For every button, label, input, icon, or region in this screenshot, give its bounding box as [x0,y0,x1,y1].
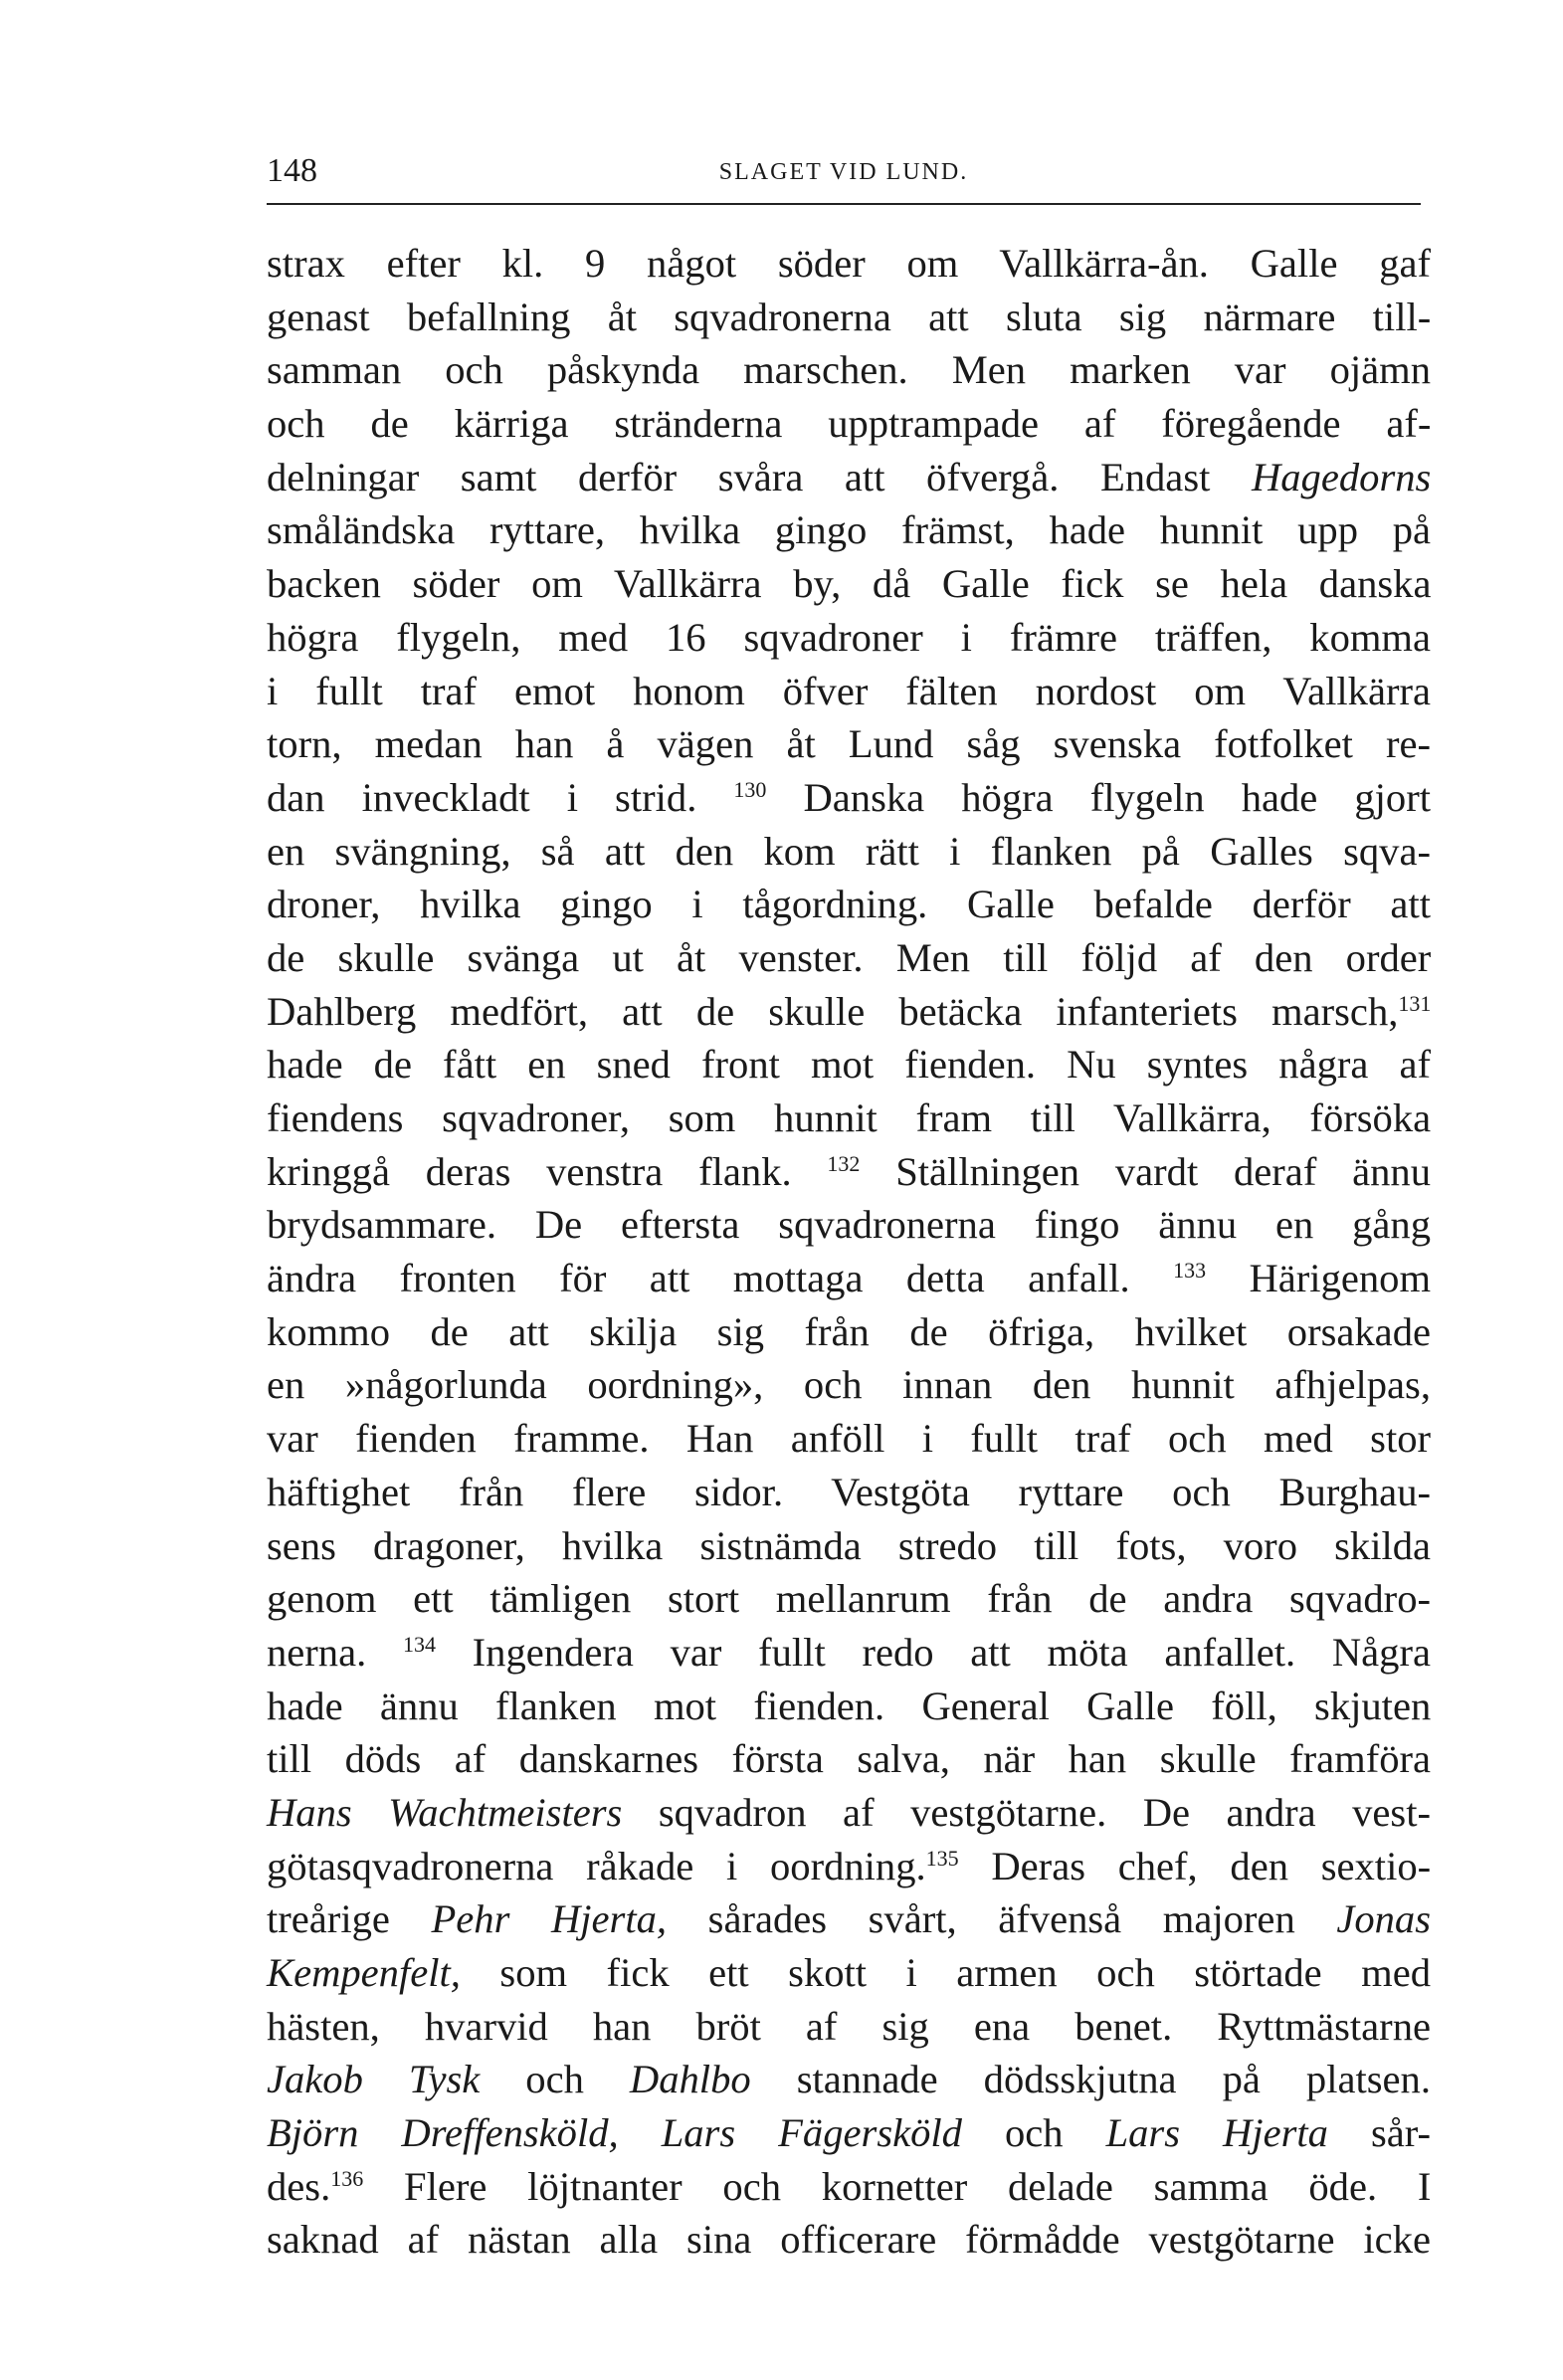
text-line [267,291,1431,344]
text-line [267,1412,1431,1466]
text-segment: och de kärriga stränderna upptrampade af föregående af- [267,401,1432,447]
text-line [267,1466,1431,1519]
italic-name: Hagedorns [1251,454,1432,499]
header-rule [267,203,1421,205]
text-segment: sqvadron af vestgötarne. De andra vest- [622,1789,1431,1835]
running-title: SLAGET VID LUND. [718,159,969,185]
text-segment: strax efter kl. 9 något söder om Vallkärra-ån. Galle gaf [267,241,1432,286]
text-line [267,771,1431,825]
text-line [267,2053,1431,2106]
footnote-reference: 135 [925,1845,959,1871]
text-line [267,1732,1431,1786]
running-head [267,151,1421,191]
text-line [267,1358,1431,1412]
text-segment: hästen, hvarvid han bröt af sig ena benet. Ryttmästarne [267,2003,1431,2049]
text-segment: genom ett tämligen stort mellanrum från de andra sqvadro- [267,1576,1431,1622]
italic-name: Lars Fägersköld [661,2110,962,2156]
footnote-reference: 130 [733,776,767,802]
italic-name: Kempenfelt, [267,1950,461,1995]
text-segment: samman och påskynda marschen. Men marken var ojämn [267,347,1431,393]
text-line [267,451,1431,504]
text-segment: nerna. [267,1629,403,1675]
page-number: 148 [267,152,317,189]
footnote-reference: 133 [1173,1258,1207,1284]
text-segment: hade de fått en sned front mot fienden. Nu syntes några af [267,1042,1431,1088]
text-segment: sår- [1327,2110,1431,2156]
text-segment: Ställningen vardt deraf ännu [860,1148,1431,1194]
italic-name: Pehr Hjerta, [431,1896,668,1942]
text-line [267,1680,1431,1733]
italic-name: Lars Hjerta [1105,2110,1328,2156]
text-segment: sens dragoner, hvilka sistnämda stredo till fots, voro skilda [267,1522,1432,1568]
text-line [267,665,1431,718]
text-segment: Flere löjtnanter och kornetter delade samma öde. I [363,2163,1432,2209]
text-segment: brydsammare. De eftersta sqvadronerna fingo ännu en gång [267,1202,1432,1248]
italic-name: Dahlbo [629,2057,751,2102]
text-line [267,1840,1431,1893]
text-line [267,1091,1431,1145]
text-segment: treårige [267,1896,432,1942]
text-segment: de skulle svänga ut åt venster. Men till följd af den order [267,934,1432,980]
text-line [267,1519,1431,1573]
text-line [267,878,1431,931]
text-line [267,931,1431,985]
text-segment: hade ännu flanken mot fienden. General Galle föll, skjuten [267,1683,1432,1728]
text-segment: kommo de att skilja sig från de öfriga, hvilket orsakade [267,1308,1431,1354]
text-line [267,1892,1431,1946]
text-segment: som fick ett skott i armen och störtade med [460,1950,1432,1995]
text-line [267,1145,1431,1199]
text-segment: ändra fronten för att mottaga detta anfall. [267,1256,1174,1301]
italic-name: Björn Dreffensköld, [267,2110,619,2156]
text-segment: stannade dödsskjutna på platsen. [750,2057,1431,2102]
text-line [267,1626,1431,1680]
text-segment: delningar samt derför svåra att öfvergå. Endast [267,454,1252,499]
text-line [267,2000,1431,2054]
text-line [267,1305,1431,1359]
footnote-reference: 134 [402,1631,436,1657]
text-segment: en svängning, så att den kom rätt i flanken på Galles sqva- [267,828,1431,874]
text-line [267,611,1431,665]
text-segment: och [961,2110,1106,2156]
text-segment: torn, medan han å vägen åt Lund såg svenska fotfolket re- [267,721,1431,767]
text-line [267,397,1431,451]
text-segment: fiendens sqvadroner, som hunnit fram till Vallkärra, försöka [267,1095,1432,1140]
italic-name: Jakob Tysk [267,2057,481,2102]
text-segment: saknad af nästan alla sina officerare förmådde vestgötarne icke [267,2217,1431,2263]
text-line [267,343,1431,397]
text-line [267,985,1431,1039]
text-segment: des. [267,2163,331,2209]
text-line [267,2213,1431,2267]
footnote-reference: 131 [1398,990,1432,1016]
text-segment: i fullt traf emot honom öfver fälten nordost om Vallkärra [267,668,1431,713]
text-line [267,237,1431,291]
text-segment: kringgå deras venstra flank. [267,1148,828,1194]
text-line [267,503,1431,557]
text-line [267,717,1431,771]
text-line [267,1946,1431,2000]
text-segment: Dahlberg medfört, att de skulle betäcka infanteriets marsch, [267,988,1399,1034]
footnote-reference: 136 [330,2165,364,2191]
text-segment: till döds af danskarnes första salva, när han skulle framföra [267,1736,1432,1782]
italic-name: Jonas [1336,1896,1432,1942]
text-segment: genast befallning åt sqvadronerna att sluta sig närmare till- [267,294,1432,339]
text-segment: Deras chef, den sextio- [958,1843,1432,1888]
text-segment: högra flygeln, med 16 sqvadroner i främre träffen, komma [267,614,1431,660]
text-segment: och [480,2057,630,2102]
text-line [267,825,1431,879]
text-line [267,1786,1431,1840]
text-line [267,1252,1431,1305]
text-line [267,2106,1431,2160]
italic-name: Hans Wachtmeisters [267,1789,623,1835]
body-text [267,237,1431,2267]
text-line [267,1038,1431,1091]
text-segment [619,2110,662,2155]
text-line [267,557,1431,611]
text-line [267,1572,1431,1626]
footnote-reference: 132 [827,1150,861,1176]
text-segment: dan inveckladt i strid. [267,774,734,820]
text-line [267,1198,1431,1252]
text-segment: var fienden framme. Han anföll i fullt traf och med stor [267,1416,1432,1462]
text-segment: häftighet från flere sidor. Vestgöta ryttare och Burghau- [267,1469,1431,1514]
text-segment: en »någorlunda oordning», och innan den hunnit afhjelpas, [267,1362,1431,1408]
text-segment: Danska högra flygeln hade gjort [766,774,1431,820]
text-segment: sårades svårt, äfvenså majoren [667,1896,1337,1942]
text-segment: droner, hvilka gingo i tågordning. Galle befalde derför att [267,882,1431,927]
text-segment: småländska ryttare, hvilka gingo främst, hade hunnit upp på [267,507,1431,553]
text-segment: Härigenom [1206,1256,1432,1301]
text-segment: Ingendera var fullt redo att möta anfallet. Några [435,1629,1431,1675]
text-segment: götasqvadronerna råkade i oordning. [267,1843,926,1888]
text-line [267,2160,1431,2214]
text-segment: backen söder om Vallkärra by, då Galle fick se hela danska [267,561,1432,607]
